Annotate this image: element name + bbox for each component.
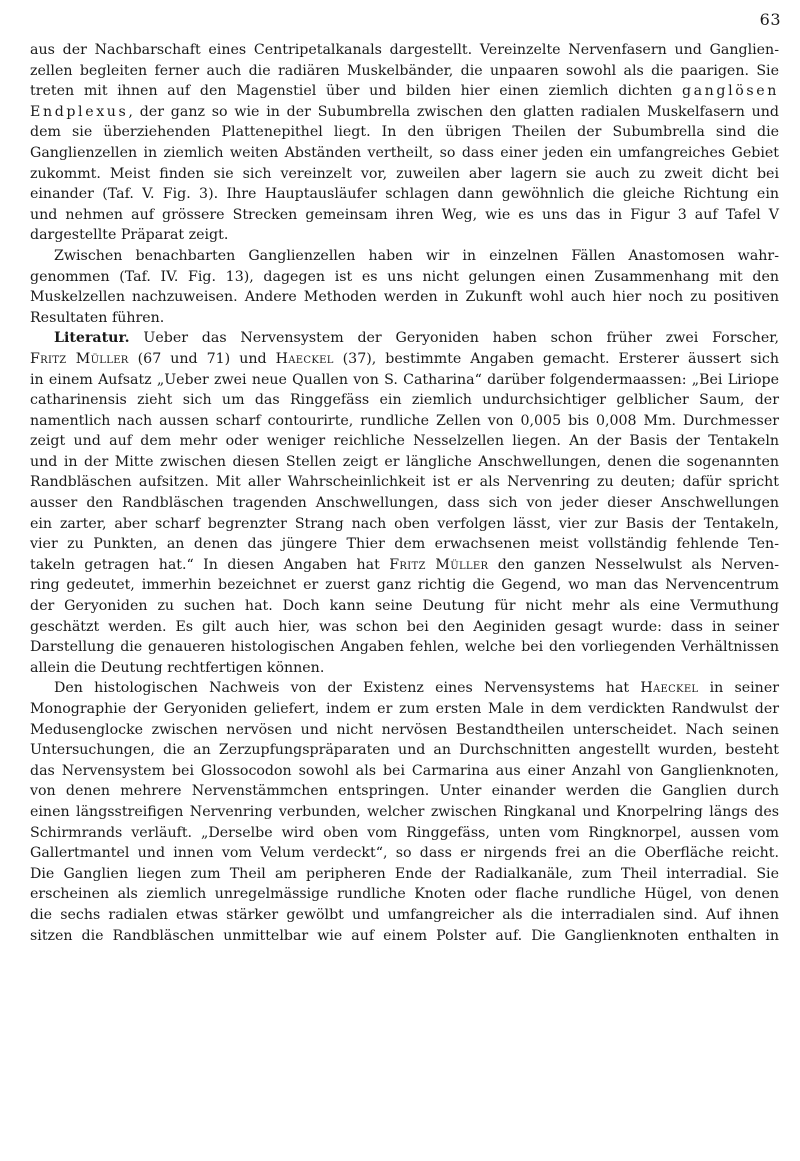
author-name: Haeckel	[275, 350, 334, 367]
page-number: 63	[759, 10, 781, 29]
author-name: Haeckel	[640, 680, 699, 697]
text-run: Den histologischen Nachweis von der Existenz eines Nervensystems hat	[54, 680, 641, 697]
text-line: einander (Taf. V. Fig. 3). Ihre Hauptausläufer schlagen dann gewöhnlich die gleiche Richtung ein	[30, 186, 779, 203]
text-line: aus der Nachbarschaft eines Centripetalkanals dargestellt. Vereinzelte Nervenfasern und Ganglien-	[30, 42, 779, 58]
text-line: Medusenglocke zwischen nervösen und nicht nervösen Bestandtheilen unterscheidet. Nach seinen	[30, 721, 779, 738]
body-text	[30, 40, 779, 946]
text-line	[30, 102, 779, 123]
text-run: treten mit ihnen auf den Magenstiel über und bilden hier einen ziemlich dichten	[30, 83, 682, 100]
spaced-term: Endplexus	[30, 103, 129, 120]
text-line: Die Ganglien liegen zum Theil am peripheren Ende der Radialkanäle, zum Theil interradial. Sie	[30, 865, 779, 882]
text-line: und in der Mitte zwischen diesen Stellen zeigt er längliche Anschwellungen, denen die sogenannten	[30, 453, 779, 470]
text-line	[30, 349, 779, 370]
text-line: und nehmen auf grössere Strecken gemeinsam ihren Weg, wie es uns das in Figur 3 auf Tafel V	[30, 206, 779, 223]
text-run: in seiner	[698, 680, 779, 697]
text-line: Ganglienzellen in ziemlich weiten Abständen vertheilt, so dass einer jeden ein umfangreiches Gebiet	[30, 144, 779, 161]
text-line: der Geryoniden zu suchen hat. Doch kann seine Deutung für nicht mehr als eine Vermuthung	[30, 598, 779, 615]
text-line: Untersuchungen, die an Zerzupfungspräparaten und an Durchschnitten angestellt wurden, besteht	[30, 742, 779, 759]
text-line: ausser den Randbläschen tragenden Anschwellungen, dass sich von jeder dieser Anschwellungen	[30, 495, 779, 512]
text-run: , der ganz so wie in der Subumbrella zwischen den glatten radialen Muskelfasern und	[128, 103, 779, 120]
text-line: allein die Deutung rechtfertigen können.	[30, 659, 325, 676]
author-name: Fritz Müller	[30, 350, 129, 367]
text-line: vier zu Punkten, an denen das jüngere Thier dem erwachsenen meist vollständig fehlende Ten-	[30, 536, 779, 553]
text-run: Ueber das Nervensystem der Geryoniden haben schon früher zwei Forscher,	[129, 330, 779, 347]
text-run: takeln getragen hat.“ In diesen Angaben hat	[30, 556, 390, 573]
text-line: namentlich nach aussen scharf contourirte, rundliche Zellen von 0,005 bis 0,008 Mm. Durchmesser	[30, 412, 779, 429]
text-line: Randbläschen aufsitzen. Mit aller Wahrscheinlichkeit ist er als Nervenring zu deuten; dafür spricht	[30, 474, 779, 491]
author-name: Fritz Müller	[389, 556, 489, 573]
text-run: (67 und 71) und	[128, 350, 276, 367]
text-line: erscheinen als ziemlich unregelmässige rundliche Knoten oder flache rundliche Hügel, von denen	[30, 886, 779, 903]
text-line: Muskelzellen nachzuweisen. Andere Methoden werden in Zukunft wohl auch hier noch zu positiven	[30, 289, 779, 306]
text-line: einen längsstreifigen Nervenring verbunden, welcher zwischen Ringkanal und Knorpelring längs des	[30, 803, 779, 820]
text-line: dargestellte Präparat zeigt.	[30, 227, 229, 244]
text-line: zellen begleiten ferner auch die radiären Muskelbänder, die unpaaren sowohl als die paarigen. Sie	[30, 62, 779, 79]
text-line: Schirmrands verläuft. „Derselbe wird oben vom Ringgefäss, unten vom Ringknorpel, aussen vom	[30, 824, 779, 841]
text-line: Resultaten führen.	[30, 309, 165, 326]
text-line: Zwischen benachbarten Ganglienzellen haben wir in einzelnen Fällen Anastomosen wahr-	[54, 247, 779, 264]
text-line: das Nervensystem bei Glossocodon sowohl als bei Carmarina aus einer Anzahl von Ganglienknoten,	[30, 762, 779, 779]
text-line: Monographie der Geryoniden geliefert, indem er zum ersten Male in dem verdickten Randwulst der	[30, 701, 779, 717]
text-line: geschätzt werden. Es gilt auch hier, was schon bei den Aeginiden gesagt wurde: dass in seiner	[30, 618, 779, 635]
text-line: ring gedeutet, immerhin bezeichnet er zuerst ganz richtig die Gegend, wo man das Nervencentrum	[30, 577, 779, 594]
text-line: sitzen die Randbläschen unmittelbar wie auf einem Polster auf. Die Ganglienknoten enthalten in	[30, 927, 779, 944]
text-line	[30, 555, 779, 576]
text-line: Darstellung die genaueren histologischen Angaben fehlen, welche bei den vorliegenden Verhältnissen	[30, 639, 779, 656]
text-line	[30, 81, 779, 102]
text-line: die sechs radialen etwas stärker gewölbt und umfangreicher als die interradialen sind. Auf ihnen	[30, 906, 779, 923]
text-line: zeigt und auf dem mehr oder weniger reichliche Nesselzellen liegen. An der Basis der Tentakeln	[30, 433, 779, 450]
text-line: in einem Aufsatz „Ueber zwei neue Quallen von S. Catharina“ darüber folgendermaassen: „Bei Liriope	[30, 371, 779, 388]
text-line: ein zarter, aber scharf begrenzter Strang nach oben verfolgen lässt, vier zur Basis der Tentakeln,	[30, 515, 779, 532]
text-run: (37), bestimmte Angaben gemacht. Ersterer äussert sich	[333, 350, 779, 367]
spaced-term: ganglösen	[681, 83, 779, 100]
text-line: dem sie überziehenden Plattenepithel liegt. In den übrigen Theilen der Subumbrella sind die	[30, 124, 779, 141]
text-line: genommen (Taf. IV. Fig. 13), dagegen ist es uns nicht gelungen einen Zusammenhang mit den	[30, 268, 779, 285]
text-line	[30, 328, 779, 349]
text-line: catharinensis zieht sich um das Ringgefäss ein ziemlich undurchsichtiger gelblicher Saum, der	[30, 392, 779, 409]
text-line: von denen mehrere Nervenstämmchen entspringen. Unter einander werden die Ganglien durch	[30, 783, 779, 800]
text-line: zukommt. Meist finden sie sich vereinzelt vor, zuweilen aber lagern sie auch zu zweit dicht bei	[30, 165, 779, 182]
text-line	[30, 678, 779, 699]
text-run: den ganzen Nesselwulst als Nerven-	[488, 556, 780, 573]
text-line: Gallertmantel und innen vom Velum verdeckt“, so dass er nirgends frei an die Oberfläche reicht.	[30, 845, 779, 862]
section-heading: Literatur.	[54, 330, 130, 347]
